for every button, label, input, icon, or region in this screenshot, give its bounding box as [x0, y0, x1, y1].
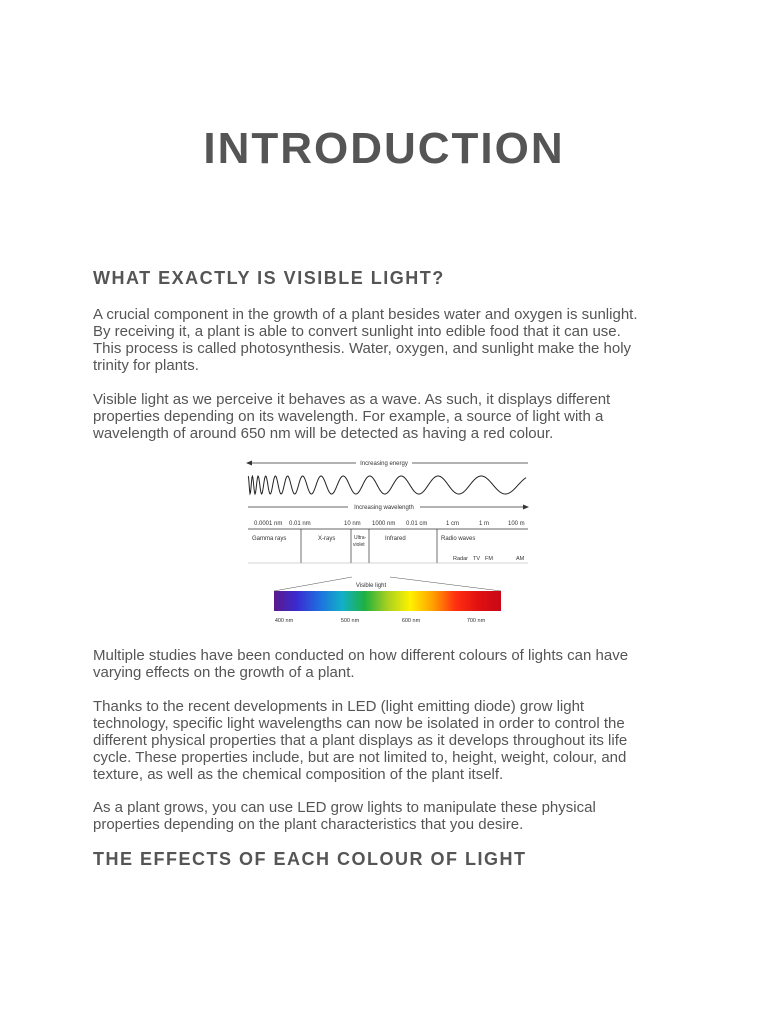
visible-tick-label: 400 nm — [274, 618, 294, 624]
text-line: wavelength of around 650 nm will be detected as having a red colour. — [93, 425, 554, 442]
region-label-infrared: Infrared — [385, 536, 406, 542]
scale-tick-label: 1 cm — [446, 521, 460, 527]
text-line: varying effects on the growth of a plant. — [93, 664, 355, 681]
region-label-ultraviolet: Ultra- — [354, 535, 367, 541]
text-line: As a plant grows, you can use LED grow lights to manipulate these physical — [93, 799, 596, 816]
visible-tick-label: 700 nm — [466, 618, 486, 624]
text-line: Thanks to the recent developments in LED (light emitting diode) grow light — [93, 698, 585, 715]
text-line: properties depending on the plant characteristics that you desire. — [93, 816, 524, 833]
region-label-xrays: X-rays — [318, 536, 336, 542]
band-label-am: AM — [516, 556, 525, 562]
zoom-line-right — [390, 577, 501, 591]
text-line: Multiple studies have been conducted on how different colours of lights can have — [93, 647, 629, 664]
band-label-tv: TV — [473, 556, 481, 562]
text-line: By receiving it, a plant is able to convert sunlight into edible food that it can use. — [93, 323, 621, 340]
visible-spectrum-bar — [274, 591, 501, 611]
paragraph-studies — [93, 647, 683, 681]
scale-tick-label: 10 nm — [344, 521, 361, 527]
text-line: different physical properties that a plant displays as it develops throughout its life — [93, 732, 628, 749]
paragraph-wave — [93, 391, 683, 442]
scale-tick-label: 100 m — [508, 521, 525, 527]
region-label-radio: Radio waves — [441, 536, 476, 542]
scale-tick-label: 1 m — [479, 521, 490, 527]
text-line: properties depending on its wavelength. For example, a source of light with a — [93, 408, 604, 425]
text-line: technology, specific light wavelengths can now be isolated in order to control the — [93, 715, 625, 732]
visible-tick-label: 500 nm — [340, 618, 360, 624]
energy-arrowhead — [246, 461, 252, 466]
wavelength-label: Increasing wavelength — [354, 505, 414, 511]
scale-tick-label: 1000 nm — [372, 521, 396, 527]
region-label-ultraviolet-2: violet — [353, 542, 365, 548]
section-heading-effects: THE EFFECTS OF EACH COLOUR OF LIGHT — [93, 849, 527, 869]
text-line: A crucial component in the growth of a plant besides water and oxygen is sunlight. — [93, 306, 638, 323]
paragraph-manipulate — [93, 799, 683, 833]
energy-label: Increasing energy — [360, 461, 408, 467]
scale-tick-label: 0.0001 nm — [254, 521, 283, 527]
page-title: INTRODUCTION — [203, 124, 565, 173]
visible-tick-label: 600 nm — [401, 618, 421, 624]
text-line: This process is called photosynthesis. Water, oxygen, and sunlight make the holy — [93, 340, 632, 357]
text-line: cycle. These properties include, but are not limited to, height, weight, colour, and — [93, 749, 627, 766]
paragraph-photosynthesis — [93, 306, 683, 374]
visible-light-label: Visible light — [355, 583, 387, 589]
scale-tick-label: 0.01 nm — [289, 521, 311, 527]
paragraph-led — [93, 698, 683, 783]
scale-tick-label: 0.01 cm — [406, 521, 428, 527]
text-line: Visible light as we perceive it behaves as a wave. As such, it displays different — [93, 391, 611, 408]
text-line: texture, as well as the chemical composition of the plant itself. — [93, 766, 504, 783]
text-line: trinity for plants. — [93, 357, 199, 374]
band-label-fm: FM — [485, 556, 493, 562]
region-label-gamma: Gamma rays — [252, 536, 287, 542]
wavelength-arrowhead — [523, 505, 529, 510]
section-heading-visible-light: WHAT EXACTLY IS VISIBLE LIGHT? — [93, 268, 445, 288]
band-label-radar: Radar — [453, 556, 468, 562]
zoom-line-left — [274, 577, 352, 591]
electromagnetic-spectrum-figure — [244, 455, 532, 627]
wave-diagram — [248, 476, 526, 494]
